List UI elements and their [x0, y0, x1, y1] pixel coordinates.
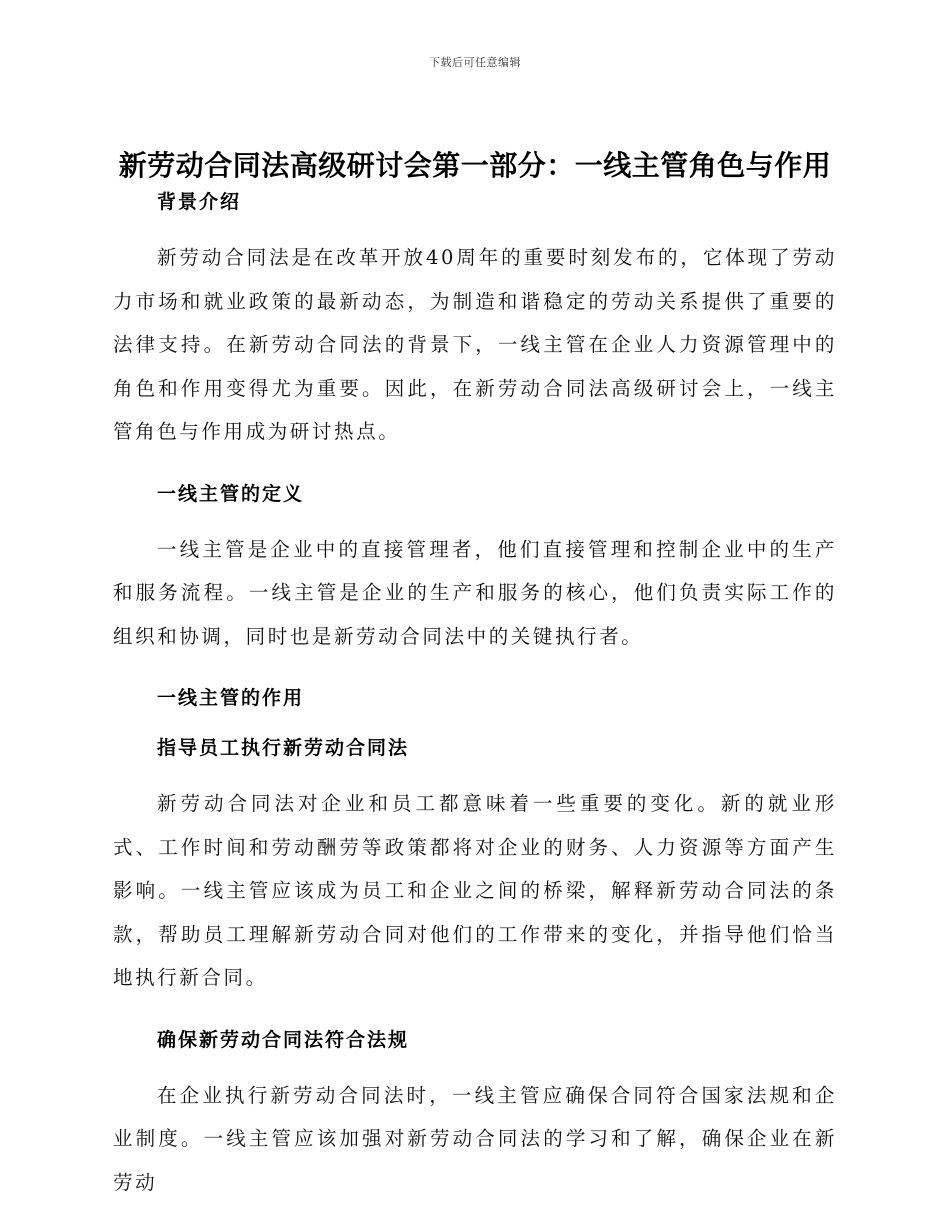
header-note: 下载后可任意编辑	[429, 56, 521, 69]
section-heading-role: 一线主管的作用	[157, 687, 305, 709]
paragraph-guide-employees: 新劳动合同法对企业和员工都意味着一些重要的变化。新的就业形式、工作时间和劳动酬劳等政策都将对企业的财务、人力资源等方面产生影响。一线主管应该成为员工和企业之间的桥梁，解释新劳动合同法的条款，帮助员工理解新劳动合同对他们的工作带来的变化，并指导他们恰当地执行新合同。	[113, 792, 837, 989]
section-heading-definition: 一线主管的定义	[157, 482, 305, 505]
document-title: 新劳动合同法高级研讨会第一部分：一线主管角色与作用	[118, 149, 832, 182]
paragraph-background: 新劳动合同法是在改革开放40周年的重要时刻发布的，它体现了劳动力市场和就业政策的最新动态，为制造和谐稳定的劳动关系提供了重要的法律支持。在新劳动合同法的背景下，一线主管在企业人力资源管理中的角色和作用变得尤为重要。因此，在新劳动合同法高级研讨会上，一线主管角色与作用成为研讨热点。	[113, 246, 837, 443]
section-heading-guide-employees: 指导员工执行新劳动合同法	[157, 737, 410, 759]
document-body	[113, 190, 837, 1204]
paragraph-compliance: 在企业执行新劳动合同法时，一线主管应确保合同符合国家法规和企业制度。一线主管应该加强对新劳动合同法的学习和了解，确保企业在新劳动	[113, 1083, 837, 1194]
section-heading-background: 背景介绍	[157, 191, 242, 213]
section-heading-compliance: 确保新劳动合同法符合法规	[157, 1028, 410, 1051]
paragraph-definition: 一线主管是企业中的直接管理者，他们直接管理和控制企业中的生产和服务流程。一线主管是企业的生产和服务的核心，他们负责实际工作的组织和协调，同时也是新劳动合同法中的关键执行者。	[113, 537, 837, 648]
